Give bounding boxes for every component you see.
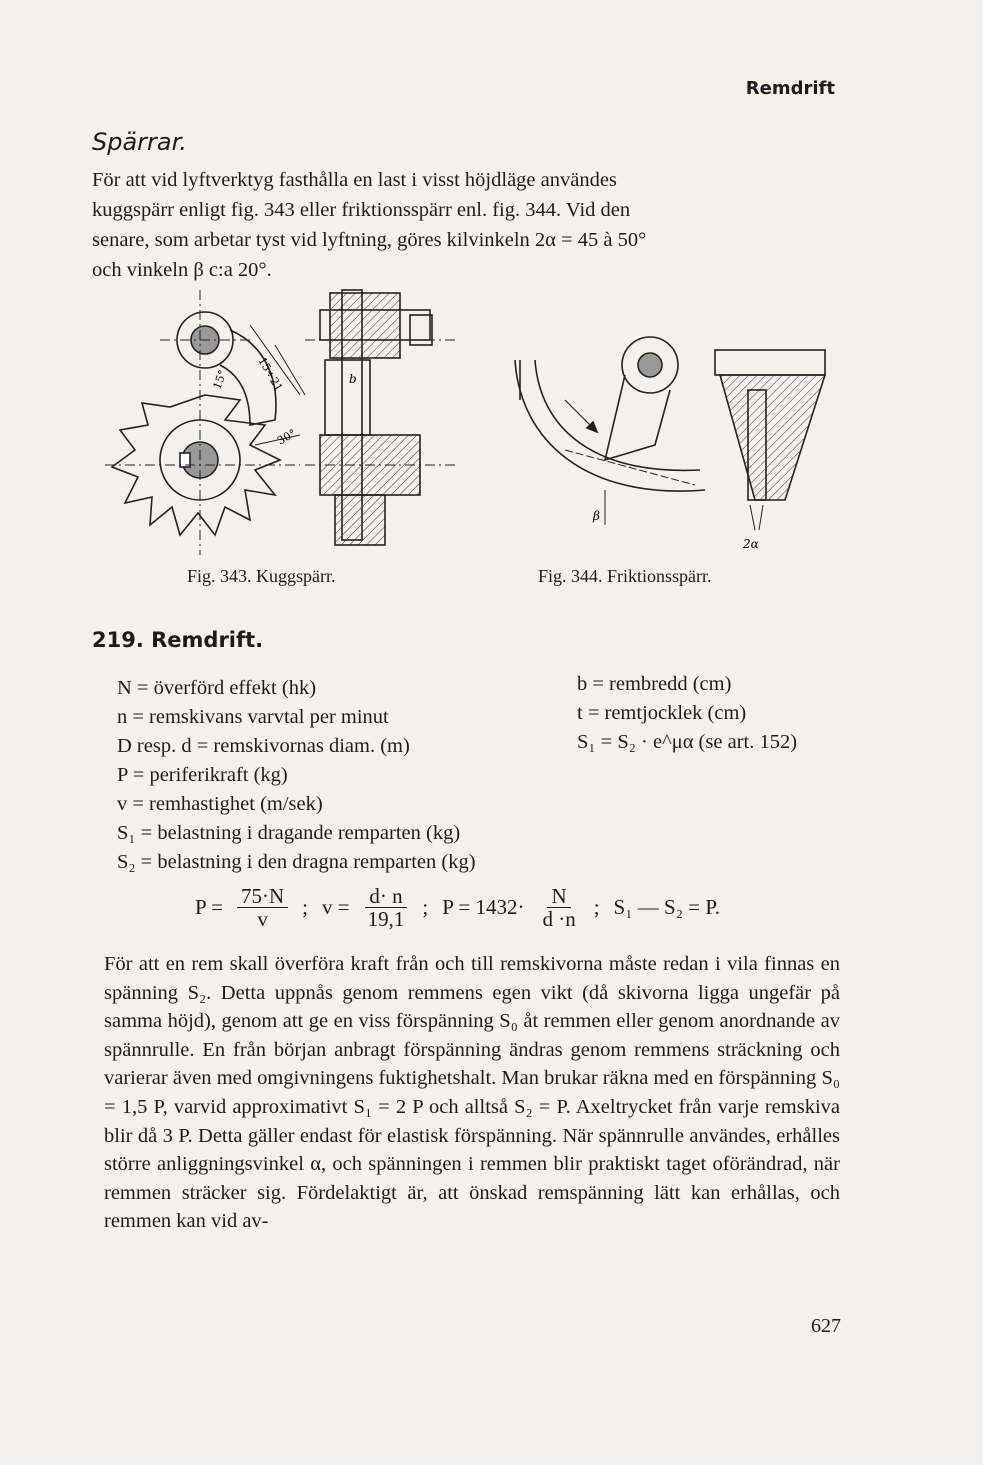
denominator: v xyxy=(257,907,268,931)
numerator: N xyxy=(547,885,570,908)
fig343-label: 30° xyxy=(275,426,299,448)
separator: ; xyxy=(422,895,429,919)
fig343-ratchet-drawing xyxy=(100,285,460,560)
intro-paragraph xyxy=(92,165,836,285)
fraction xyxy=(538,885,579,930)
fig343-label: 15° xyxy=(210,368,230,392)
fig343-label: b xyxy=(349,372,357,386)
definition-item: t = remtjocklek (cm) xyxy=(577,702,747,724)
definition-item: N = överförd effekt (hk) xyxy=(117,677,317,699)
formula-term: S₁ — S₂ = P. xyxy=(613,895,720,919)
running-header: Remdrift xyxy=(745,78,835,99)
formula-term: P = 1432· xyxy=(442,895,525,919)
definition-item: D resp. d = remskivornas diam. (m) xyxy=(117,735,410,757)
definition-item: b = rembredd (cm) xyxy=(577,673,732,695)
formula-term: v = xyxy=(322,895,350,919)
denominator: d ·n xyxy=(542,907,576,931)
definition-item: n = remskivans varvtal per minut xyxy=(117,706,389,728)
numerator: 75·N xyxy=(237,885,288,908)
fig344-label: β xyxy=(593,509,600,523)
body-paragraph: För att en rem skall överföra kraft från och till remskivorna måste redan i vila finnas en spänning S₂. Detta uppnås genom remmens egen vikt (då skivorna ligga ungefär på samma höjd), genom att ge en viss förspänning S₀ åt remmen eller genom anordnande av spännrulle. En från början anbragt förspänning ändras genom remmens sträckning och varierar även med omgivningens fuktighetshalt. Man brukar räkna med en förspänning S₀ = 1,5 P, varvid approximativt S₁ = 2 P och alltså S₂ = P. Axeltrycket från varje remskiva blir då 3 P. Detta gäller endast för elastisk förspänning. När spännrulle användes, erhålles större anliggningsvinkel α, och spänningen i remmen blir praktiskt taget oförändrad, när remmen sträcker sig. Fördelaktigt är, att önskad remspänning lätt kan erhållas, och remmen kan vid av- xyxy=(104,953,840,1233)
formula-term: P = xyxy=(195,895,223,919)
fig344-friction-drawing xyxy=(505,330,835,560)
definitions-left xyxy=(117,674,476,877)
intro-line: kuggspärr enligt fig. 343 eller friktionsspärr enl. fig. 344. Vid den xyxy=(92,199,631,221)
definition-item: P = periferikraft (kg) xyxy=(117,764,288,786)
definition-item: S₁ = belastning i dragande remparten (kg) xyxy=(117,822,461,844)
denominator: 19,1 xyxy=(367,907,405,931)
separator: ; xyxy=(593,895,600,919)
numerator: d· n xyxy=(365,885,406,908)
definition-item: S₂ = belastning i den dragna remparten (kg) xyxy=(117,851,476,873)
fig343-caption: Fig. 343. Kuggspärr. xyxy=(187,566,336,586)
definitions-right xyxy=(577,670,797,757)
intro-line: senare, som arbetar tyst vid lyftning, göres kilvinkeln 2α = 45 à 50° xyxy=(92,229,647,251)
separator: ; xyxy=(302,895,309,919)
formula-line xyxy=(195,885,720,930)
intro-line: och vinkeln β c:a 20°. xyxy=(92,259,272,281)
definition-item: v = remhastighet (m/sek) xyxy=(117,793,323,815)
intro-line: För att vid lyftverktyg fasthålla en last i visst höjdläge användes xyxy=(92,169,617,191)
section-heading-remdrift: 219. Remdrift. xyxy=(92,628,264,652)
definition-item: S₁ = S₂ · e^μα (se art. 152) xyxy=(577,731,798,753)
fig344-label: 2α xyxy=(743,537,759,551)
fraction xyxy=(364,885,409,930)
fig343-label: 15÷21 xyxy=(255,355,286,394)
fig344-caption: Fig. 344. Friktionsspärr. xyxy=(538,566,712,586)
fraction xyxy=(237,885,288,930)
page-number: 627 xyxy=(811,1315,841,1337)
section-title-sparrar: Spärrar. xyxy=(92,128,187,156)
